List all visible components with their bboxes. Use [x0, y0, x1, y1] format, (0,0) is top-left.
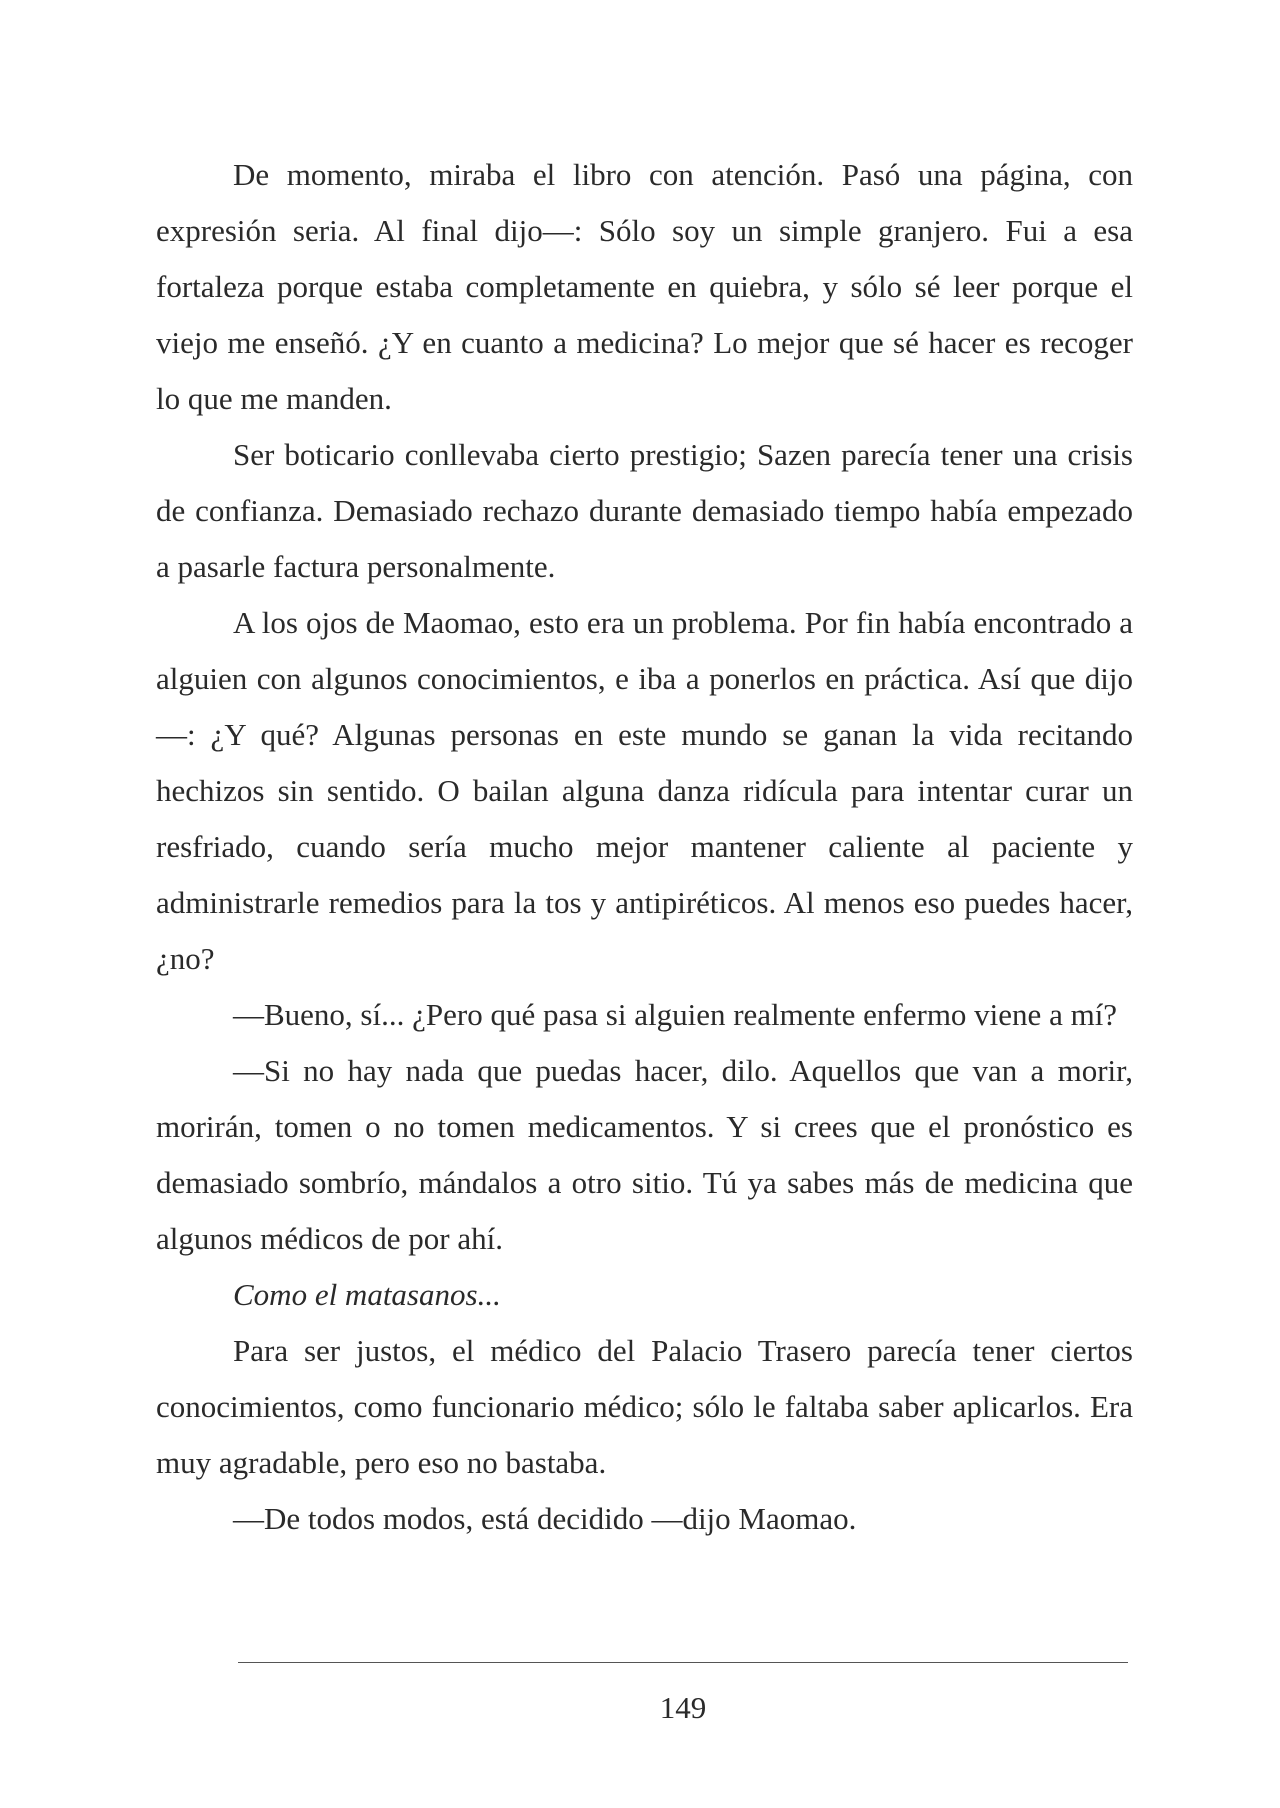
- paragraph-5: —Si no hay nada que puedas hacer, dilo. Aquellos que van a morir, morirán, tomen o no tomen medicamentos. Y si crees que el pronóstico es demasiado sombrío, mándalos a otro sitio. Tú ya sabes más de medicina que algunos médicos de por ahí.: [156, 1053, 1133, 1256]
- body-text: [156, 147, 1133, 1547]
- paragraph-4: —Bueno, sí... ¿Pero qué pasa si alguien realmente enfermo viene a mí?: [233, 997, 1118, 1032]
- footer-divider: [238, 1662, 1128, 1663]
- paragraph-7: Para ser justos, el médico del Palacio Trasero parecía tener ciertos conocimientos, como funcionario médico; sólo le faltaba saber aplicarlos. Era muy agradable, pero eso no bastaba.: [156, 1333, 1133, 1480]
- page-number: 149: [659, 1690, 707, 1725]
- paragraph-2: Ser boticario conllevaba cierto prestigio; Sazen parecía tener una crisis de confianza. Demasiado rechazo durante demasiado tiempo había empezado a pasarle factura personalmente.: [156, 437, 1133, 584]
- paragraph-3: A los ojos de Maomao, esto era un problema. Por fin había encontrado a alguien con algunos conocimientos, e iba a ponerlos en práctica. Así que dijo—: ¿Y qué? Algunas personas en este mundo se ganan la vida recitando hechizos sin sentido. O bailan alguna danza ridícula para intentar curar un resfriado, cuando sería mucho mejor mantener caliente al paciente y administrarle remedios para la tos y antipiréticos. Al menos eso puedes hacer, ¿no?: [156, 605, 1133, 976]
- paragraph-6-italic-thought: Como el matasanos...: [233, 1277, 501, 1312]
- paragraph-8: —De todos modos, está decidido —dijo Maomao.: [233, 1501, 857, 1536]
- paragraph-1: De momento, miraba el libro con atención. Pasó una página, con expresión seria. Al final dijo—: Sólo soy un simple granjero. Fui a esa fortaleza porque estaba completamente en quiebra, y sólo sé leer porque el viejo me enseñó. ¿Y en cuanto a medicina? Lo mejor que sé hacer es recoger lo que me manden.: [156, 157, 1133, 416]
